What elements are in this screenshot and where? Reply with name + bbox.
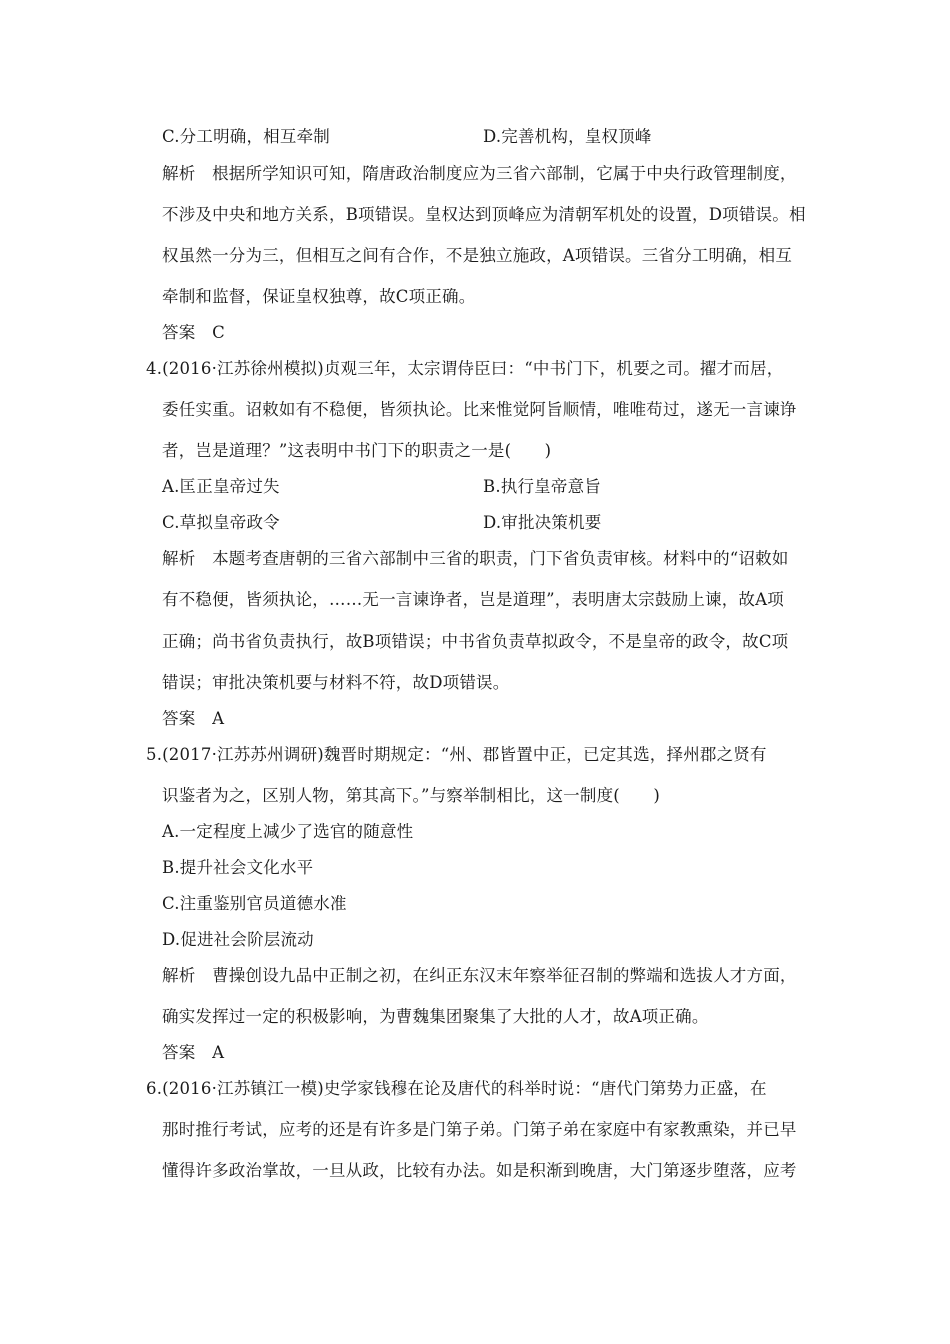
q3-analysis-line-1: 解析 根据所学知识可知，隋唐政治制度应为三省六部制，它属于中央行政管理制度， — [162, 164, 797, 183]
q4-option-b: B.执行皇帝意旨 — [483, 477, 601, 496]
q6-stem-line-2: 那时推行考试，应考的还是有许多是门第子弟。门第子弟在家庭中有家教熏染，并已早 — [162, 1120, 797, 1139]
q4-analysis-line-4: 错误；审批决策机要与材料不符，故D项错误。 — [162, 673, 510, 692]
q5-option-a: A.一定程度上减少了选官的随意性 — [162, 822, 414, 841]
q4-stem-line-1: 4.(2016·江苏徐州模拟)贞观三年，太宗谓侍臣曰：“中书门下，机要之司。擢才而居， — [146, 359, 784, 378]
q6-stem-line-1: 6.(2016·江苏镇江一模)史学家钱穆在论及唐代的科举时说：“唐代门第势力正盛，在 — [146, 1079, 767, 1098]
q5-option-c: C.注重鉴别官员道德水准 — [162, 894, 347, 913]
q5-stem-line-2: 识鉴者为之，区别人物，第其高下。”与察举制相比，这一制度( ) — [162, 786, 660, 805]
q4-answer: 答案 A — [162, 709, 225, 728]
q4-option-d: D.审批决策机要 — [483, 513, 602, 532]
q5-option-b: B.提升社会文化水平 — [162, 858, 314, 877]
q4-stem-line-2: 委任实重。诏敕如有不稳便，皆须执论。比来惟觉阿旨顺情，唯唯苟过，遂无一言谏诤 — [162, 400, 797, 419]
q3-answer: 答案 C — [162, 323, 225, 342]
q4-option-c: C.草拟皇帝政令 — [162, 513, 280, 532]
q4-option-a: A.匡正皇帝过失 — [162, 477, 280, 496]
q4-analysis-line-1: 解析 本题考查唐朝的三省六部制中三省的职责，门下省负责审核。材料中的“诏敕如 — [162, 549, 789, 568]
q5-answer: 答案 A — [162, 1043, 225, 1062]
q3-option-c: C.分工明确，相互牵制 — [162, 127, 330, 146]
q5-analysis-line-1: 解析 曹操创设九品中正制之初，在纠正东汉末年察举征召制的弊端和选拔人才方面， — [162, 966, 797, 985]
q4-analysis-line-2: 有不稳便，皆须执论，……无一言谏诤者，岂是道理”，表明唐太宗鼓励上谏，故A项 — [162, 590, 784, 609]
q3-analysis-line-4: 牵制和监督，保证皇权独尊，故C项正确。 — [162, 287, 476, 306]
q5-stem-line-1: 5.(2017·江苏苏州调研)魏晋时期规定：“州、郡皆置中正，已定其选，择州郡之贤有 — [146, 745, 767, 764]
q4-analysis-line-3: 正确；尚书省负责执行，故B项错误；中书省负责草拟政令，不是皇帝的政令，故C项 — [162, 632, 789, 651]
q3-analysis-line-3: 权虽然一分为三，但相互之间有合作，不是独立施政，A项错误。三省分工明确，相互 — [162, 246, 793, 265]
q3-analysis-line-2: 不涉及中央和地方关系，B项错误。皇权达到顶峰应为清朝军机处的设置，D项错误。相 — [162, 205, 806, 224]
q6-stem-line-3: 懂得许多政治掌故，一旦从政，比较有办法。如是积渐到晚唐，大门第逐步堕落，应考 — [162, 1161, 797, 1180]
q4-stem-line-3: 者，岂是道理？”这表明中书门下的职责之一是( ) — [162, 441, 552, 460]
q5-analysis-line-2: 确实发挥过一定的积极影响，为曹魏集团聚集了大批的人才，故A项正确。 — [162, 1007, 709, 1026]
q5-option-d: D.促进社会阶层流动 — [162, 930, 314, 949]
q3-option-d: D.完善机构，皇权顶峰 — [483, 127, 652, 146]
